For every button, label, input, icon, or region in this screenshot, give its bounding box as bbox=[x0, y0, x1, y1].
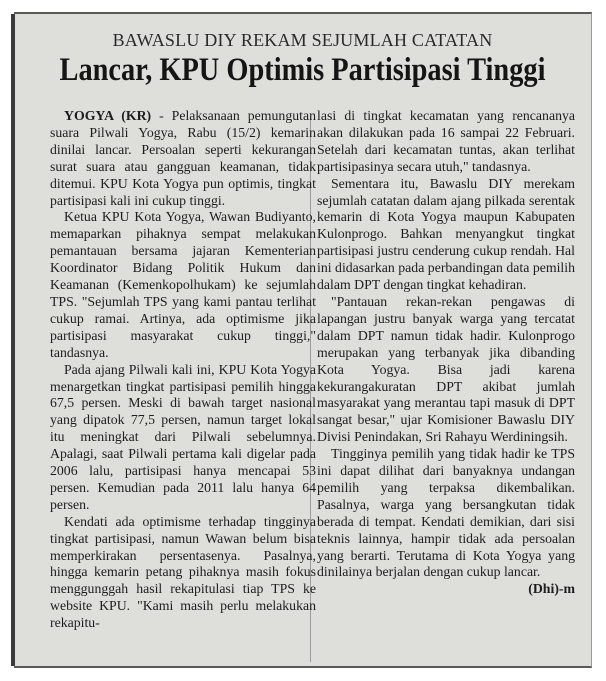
article-paragraph: lasi di tingkat kecamatan yang rencananya akan dilakukan pada 16 sampai 22 Februari. Setelah dari kecamatan tuntas, akan terlihat partisipasinya secara utuh," tandasnya. bbox=[317, 108, 575, 174]
article-paragraph bbox=[50, 108, 316, 209]
article-dateline: YOGYA (KR) bbox=[64, 108, 152, 123]
article-paragraph: "Pantauan rekan-rekan pengawas di lapangan justru banyak warga yang tercatat dalam DPT namun tidak hadir. Kulonprogo merupakan yang terbanyak jika dibanding Kota Yogya. Bisa jadi karena kekurangakuratan DPT akibat jumlah masyarakat yang merantau tapi masuk di DPT sangat besar," ujar Komisioner Bawaslu DIY Divisi Penindakan, Sri Rahayu Werdiningsih. bbox=[317, 293, 575, 445]
article-paragraph: Pada ajang Pilwali kali ini, KPU Kota Yogya menargetkan tingkat partisipasi pemilih hingga 67,5 persen. Meski di bawah target nasional yang dipatok 77,5 persen, namun target lokal itu meningkat dari Pilwali sebelumnya. Apalagi, saat Pilwali pertama kali digelar pada 2006 lalu, partisipasi hanya mencapai 53 persen. Kemudian pada 2011 lalu hanya 64 persen. bbox=[50, 361, 316, 512]
article-paragraph: Ketua KPU Kota Yogya, Wawan Budiyanto, memaparkan pihaknya sempat melakukan pemantauan bersama jajaran Kementerian Koordinator Bidang Politik Hukum dan Keamanan (Kemenkopolhukam) ke sejumlah TPS. "Sejumlah TPS yang kami pantau terlihat cukup ramai. Artinya, ada optimisme jika partisipasi masyarakat cukup tinggi," tandasnya. bbox=[50, 209, 316, 360]
article-paragraph bbox=[317, 446, 575, 597]
article-signature: (Dhi)-m bbox=[528, 581, 575, 597]
article-headline: Lancar, KPU Optimis Partisipasi Tinggi bbox=[59, 52, 546, 88]
article-paragraph: Sementara itu, Bawaslu DIY merekam sejumlah catatan dalam ajang pilkada serentak kemarin di Kota Yogya maupun Kabupaten Kulonprogo. Bahkan menyangkut tingkat partisipasi justru cenderung cukup rendah. Hal ini didasarkan pada perbandingan data pemilih dalam DPT dengan tingkat kehadiran. bbox=[317, 175, 575, 293]
article-paragraph-text: - Pelaksanaan pemungutan suara Pilwali Yogya, Rabu (15/2) kemarin dinilai lancar. Persoalan seperti kekurangan surat suara atau gangguan keamanan, tidak ditemui. KPU Kota Yogya pun optimis, tingkat partisipasi kali ini cukup tinggi. bbox=[50, 108, 316, 208]
article-column-left bbox=[50, 108, 316, 632]
article-paragraph: Kendati ada optimisme terhadap tingginya tingkat partisipasi, namun Wawan belum bisa memperkirakan persentasenya. Pasalnya, hingga kemarin petang pihaknya masih fokus menggunggah hasil rekapitulasi tiap TPS ke website KPU. "Kami masih perlu melakukan rekapitu- bbox=[50, 513, 316, 631]
clipping-edge bbox=[11, 14, 15, 666]
article-column-right bbox=[317, 108, 575, 598]
newspaper-clipping bbox=[14, 12, 592, 668]
article-kicker: BAWASLU DIY REKAM SEJUMLAH CATATAN bbox=[112, 30, 493, 50]
article-paragraph-text: Tingginya pemilih yang tidak hadir ke TPS ini dapat dilihat dari banyaknya undangan pemilih yang terpaksa dikembalikan. Pasalnya, warga yang bersangkutan tidak berada di tempat. Kendati demikian, dari sisi teknis lainnya, hampir tidak ada persoalan yang berarti. Terutama di Kota Yogya yang dinilainya berjalan dengan cukup lancar. bbox=[317, 446, 575, 580]
